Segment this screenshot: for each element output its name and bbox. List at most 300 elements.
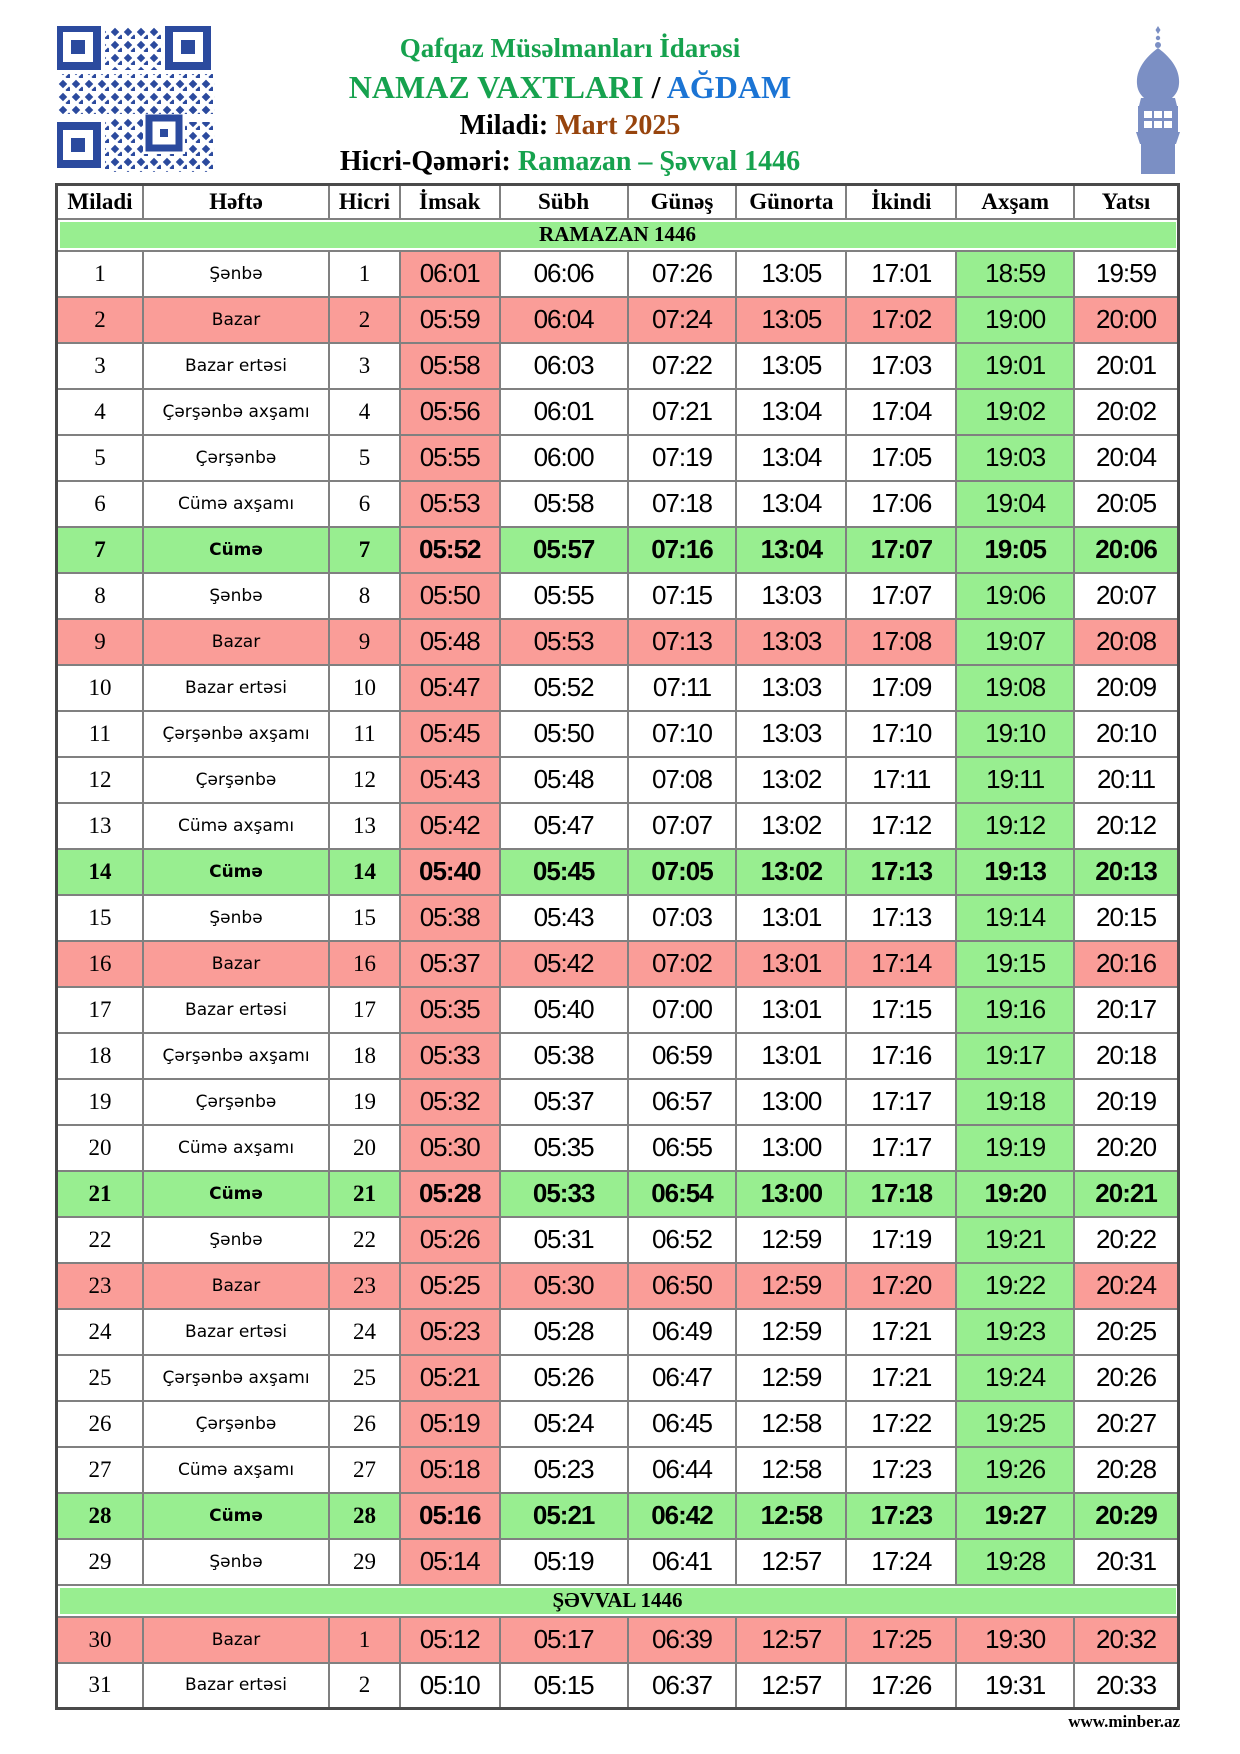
table-cell: 06:52 <box>628 1217 737 1263</box>
table-cell: 15 <box>329 895 400 941</box>
table-cell: 17:12 <box>846 803 956 849</box>
table-cell: 23 <box>329 1263 400 1309</box>
column-header: Miladi <box>57 185 143 219</box>
table-cell: 05:28 <box>400 1171 500 1217</box>
table-row <box>57 1033 1179 1079</box>
table-cell: 06:45 <box>628 1401 737 1447</box>
table-cell: 19:14 <box>956 895 1074 941</box>
table-cell: 05:37 <box>500 1079 628 1125</box>
table-cell: 13:03 <box>736 573 846 619</box>
table-cell: 20:08 <box>1074 619 1178 665</box>
table-cell: 17:13 <box>846 895 956 941</box>
table-cell: 12:57 <box>736 1663 846 1709</box>
table-cell: 30 <box>57 1617 143 1663</box>
table-cell: 13:04 <box>736 389 846 435</box>
table-cell: 19:28 <box>956 1539 1074 1585</box>
table-cell: 05:15 <box>500 1663 628 1709</box>
table-cell: 06:01 <box>500 389 628 435</box>
table-cell: 20:21 <box>1074 1171 1178 1217</box>
column-header-row <box>57 185 1179 219</box>
table-cell: 1 <box>57 251 143 297</box>
table-cell: 06:59 <box>628 1033 737 1079</box>
table-cell: 20:32 <box>1074 1617 1178 1663</box>
table-cell: 05:48 <box>400 619 500 665</box>
table-cell: 05:18 <box>400 1447 500 1493</box>
table-cell: Çərşənbə <box>143 1079 329 1125</box>
table-cell: 17:19 <box>846 1217 956 1263</box>
table-cell: 06:37 <box>628 1663 737 1709</box>
table-cell: Bazar <box>143 1617 329 1663</box>
table-cell: 05:55 <box>500 573 628 619</box>
table-cell: 05:12 <box>400 1617 500 1663</box>
table-cell: 20:15 <box>1074 895 1178 941</box>
table-cell: 20:12 <box>1074 803 1178 849</box>
table-cell: 13:04 <box>736 435 846 481</box>
table-cell: Bazar <box>143 619 329 665</box>
table-cell: 13:02 <box>736 803 846 849</box>
title-namaz-vaxtlari: NAMAZ VAXTLARI <box>348 69 644 105</box>
table-cell: Şənbə <box>143 251 329 297</box>
table-cell: 06:55 <box>628 1125 737 1171</box>
table-cell: 05:50 <box>500 711 628 757</box>
table-cell: 17 <box>329 987 400 1033</box>
table-cell: 07:10 <box>628 711 737 757</box>
table-cell: Cümə <box>143 1493 329 1539</box>
table-cell: 5 <box>329 435 400 481</box>
table-cell: 12:59 <box>736 1263 846 1309</box>
table-cell: 05:55 <box>400 435 500 481</box>
table-cell: 06:03 <box>500 343 628 389</box>
table-cell: 20 <box>329 1125 400 1171</box>
table-cell: 13:01 <box>736 941 846 987</box>
table-cell: 15 <box>57 895 143 941</box>
table-cell: Bazar ertəsi <box>143 987 329 1033</box>
table-cell: 07:19 <box>628 435 737 481</box>
table-cell: 28 <box>329 1493 400 1539</box>
table-row <box>57 389 1179 435</box>
table-cell: 12:59 <box>736 1355 846 1401</box>
table-cell: 05:38 <box>500 1033 628 1079</box>
table-cell: 19:13 <box>956 849 1074 895</box>
table-cell: 17:10 <box>846 711 956 757</box>
table-cell: 19:22 <box>956 1263 1074 1309</box>
table-row <box>57 527 1179 573</box>
table-cell: 17:25 <box>846 1617 956 1663</box>
table-cell: 05:33 <box>500 1171 628 1217</box>
table-cell: 05:28 <box>500 1309 628 1355</box>
table-cell: 13:00 <box>736 1171 846 1217</box>
table-cell: 18 <box>329 1033 400 1079</box>
table-cell: 17:17 <box>846 1079 956 1125</box>
table-cell: 05:38 <box>400 895 500 941</box>
table-cell: 21 <box>57 1171 143 1217</box>
table-cell: 05:32 <box>400 1079 500 1125</box>
table-cell: 19:21 <box>956 1217 1074 1263</box>
table-cell: 20:17 <box>1074 987 1178 1033</box>
table-cell: 06:01 <box>400 251 500 297</box>
table-cell: 05:48 <box>500 757 628 803</box>
table-cell: 17:17 <box>846 1125 956 1171</box>
table-cell: 05:33 <box>400 1033 500 1079</box>
column-header: Günəş <box>628 185 737 219</box>
table-cell: Çərşənbə axşamı <box>143 389 329 435</box>
table-cell: 07:21 <box>628 389 737 435</box>
table-cell: 05:43 <box>400 757 500 803</box>
table-cell: 07:08 <box>628 757 737 803</box>
table-cell: 14 <box>57 849 143 895</box>
table-row <box>57 803 1179 849</box>
table-cell: 05:59 <box>400 297 500 343</box>
table-cell: 1 <box>329 251 400 297</box>
table-cell: 05:21 <box>500 1493 628 1539</box>
table-cell: 18 <box>57 1033 143 1079</box>
table-cell: 4 <box>329 389 400 435</box>
table-row <box>57 757 1179 803</box>
table-cell: 9 <box>57 619 143 665</box>
table-cell: 19:19 <box>956 1125 1074 1171</box>
table-cell: 07:02 <box>628 941 737 987</box>
table-cell: 17:24 <box>846 1539 956 1585</box>
table-cell: 20:28 <box>1074 1447 1178 1493</box>
table-cell: 19:16 <box>956 987 1074 1033</box>
table-cell: 17:14 <box>846 941 956 987</box>
table-cell: 20:09 <box>1074 665 1178 711</box>
table-cell: 19:23 <box>956 1309 1074 1355</box>
table-cell: 20:00 <box>1074 297 1178 343</box>
table-row <box>57 711 1179 757</box>
table-cell: 19:02 <box>956 389 1074 435</box>
table-cell: Çərşənbə <box>143 1401 329 1447</box>
table-cell: 12:57 <box>736 1539 846 1585</box>
table-cell: 19:30 <box>956 1617 1074 1663</box>
prayer-times-table <box>55 183 1180 1710</box>
table-cell: 10 <box>329 665 400 711</box>
title-separator: / <box>651 69 661 105</box>
table-cell: 20:19 <box>1074 1079 1178 1125</box>
table-row <box>57 665 1179 711</box>
table-cell: 17:13 <box>846 849 956 895</box>
table-cell: 13:05 <box>736 251 846 297</box>
table-cell: 5 <box>57 435 143 481</box>
table-cell: 05:50 <box>400 573 500 619</box>
table-cell: Çərşənbə <box>143 435 329 481</box>
table-cell: 17:21 <box>846 1309 956 1355</box>
table-row <box>57 1079 1179 1125</box>
table-cell: 13:00 <box>736 1079 846 1125</box>
column-header: Axşam <box>956 185 1074 219</box>
table-cell: 05:30 <box>500 1263 628 1309</box>
table-cell: 06:44 <box>628 1447 737 1493</box>
table-cell: 07:11 <box>628 665 737 711</box>
table-cell: 12:59 <box>736 1217 846 1263</box>
table-cell: 2 <box>57 297 143 343</box>
table-cell: Bazar <box>143 941 329 987</box>
table-cell: Bazar ertəsi <box>143 1663 329 1709</box>
table-cell: 05:17 <box>500 1617 628 1663</box>
table-cell: 07:16 <box>628 527 737 573</box>
table-cell: 17:07 <box>846 527 956 573</box>
table-row <box>57 1309 1179 1355</box>
table-cell: 11 <box>329 711 400 757</box>
table-cell: 13:03 <box>736 619 846 665</box>
table-cell: 17:06 <box>846 481 956 527</box>
table-cell: 13:01 <box>736 895 846 941</box>
miladi-value: Mart 2025 <box>555 110 681 141</box>
table-cell: 22 <box>57 1217 143 1263</box>
table-cell: 20:05 <box>1074 481 1178 527</box>
table-cell: 05:42 <box>500 941 628 987</box>
table-cell: 20:16 <box>1074 941 1178 987</box>
page-header <box>120 30 1020 180</box>
table-cell: 13:04 <box>736 481 846 527</box>
column-header: İmsak <box>400 185 500 219</box>
table-row <box>57 1447 1179 1493</box>
table-cell: 19:08 <box>956 665 1074 711</box>
table-cell: 19:31 <box>956 1663 1074 1709</box>
table-cell: 06:49 <box>628 1309 737 1355</box>
table-row <box>57 849 1179 895</box>
table-cell: 19:20 <box>956 1171 1074 1217</box>
table-cell: 1 <box>329 1617 400 1663</box>
table-cell: 27 <box>329 1447 400 1493</box>
table-cell: 07:00 <box>628 987 737 1033</box>
table-row <box>57 1217 1179 1263</box>
table-cell: 4 <box>57 389 143 435</box>
table-cell: 12:58 <box>736 1493 846 1539</box>
table-cell: 8 <box>57 573 143 619</box>
table-cell: 06:50 <box>628 1263 737 1309</box>
table-cell: Çərşənbə axşamı <box>143 1355 329 1401</box>
table-cell: 17:07 <box>846 573 956 619</box>
table-cell: 05:16 <box>400 1493 500 1539</box>
table-cell: 19:10 <box>956 711 1074 757</box>
table-cell: 05:19 <box>500 1539 628 1585</box>
table-cell: 17:15 <box>846 987 956 1033</box>
table-cell: Bazar ertəsi <box>143 665 329 711</box>
table-cell: 19:15 <box>956 941 1074 987</box>
section-header-row <box>57 1585 1179 1617</box>
table-cell: Cümə axşamı <box>143 1125 329 1171</box>
table-cell: 19:59 <box>1074 251 1178 297</box>
table-cell: 05:52 <box>400 527 500 573</box>
table-cell: 29 <box>57 1539 143 1585</box>
table-cell: 29 <box>329 1539 400 1585</box>
table-cell: 07:22 <box>628 343 737 389</box>
table-cell: 24 <box>329 1309 400 1355</box>
table-cell: 17:16 <box>846 1033 956 1079</box>
hicri-value: Ramazan – Şəvval 1446 <box>517 146 801 177</box>
column-header: Günorta <box>736 185 846 219</box>
table-cell: 17:18 <box>846 1171 956 1217</box>
table-cell: 07:18 <box>628 481 737 527</box>
table-cell: 17:03 <box>846 343 956 389</box>
table-cell: 7 <box>57 527 143 573</box>
table-cell: Şənbə <box>143 1217 329 1263</box>
table-cell: 07:15 <box>628 573 737 619</box>
table-cell: 17:23 <box>846 1493 956 1539</box>
table-cell: 05:58 <box>500 481 628 527</box>
table-cell: 13:05 <box>736 297 846 343</box>
table-cell: 19:06 <box>956 573 1074 619</box>
table-cell: 20:10 <box>1074 711 1178 757</box>
table-cell: 20:13 <box>1074 849 1178 895</box>
table-cell: 12 <box>57 757 143 803</box>
table-cell: 06:04 <box>500 297 628 343</box>
table-row <box>57 895 1179 941</box>
table-row <box>57 343 1179 389</box>
table-row <box>57 1171 1179 1217</box>
table-cell: 05:10 <box>400 1663 500 1709</box>
table-cell: 26 <box>329 1401 400 1447</box>
table-cell: 20 <box>57 1125 143 1171</box>
table-cell: Cümə axşamı <box>143 803 329 849</box>
table-cell: 16 <box>329 941 400 987</box>
table-cell: Bazar ertəsi <box>143 1309 329 1355</box>
section-title: ŞƏVVAL 1446 <box>57 1585 1179 1617</box>
table-cell: 31 <box>57 1663 143 1709</box>
table-cell: 05:25 <box>400 1263 500 1309</box>
table-cell: 05:53 <box>500 619 628 665</box>
website-footer: www.minber.az <box>1068 1712 1180 1731</box>
table-cell: 20:27 <box>1074 1401 1178 1447</box>
miladi-label: Miladi: <box>459 110 549 141</box>
table-cell: Bazar <box>143 1263 329 1309</box>
table-cell: 19:25 <box>956 1401 1074 1447</box>
table-cell: Cümə axşamı <box>143 1447 329 1493</box>
table-cell: 19:24 <box>956 1355 1074 1401</box>
table-cell: 05:21 <box>400 1355 500 1401</box>
table-cell: 6 <box>57 481 143 527</box>
table-cell: 05:40 <box>500 987 628 1033</box>
table-cell: 20:06 <box>1074 527 1178 573</box>
table-cell: Bazar ertəsi <box>143 343 329 389</box>
table-cell: 17:11 <box>846 757 956 803</box>
table-cell: Cümə <box>143 849 329 895</box>
table-cell: Bazar <box>143 297 329 343</box>
table-cell: Şənbə <box>143 895 329 941</box>
table-cell: 20:01 <box>1074 343 1178 389</box>
table-cell: Çərşənbə axşamı <box>143 711 329 757</box>
table-cell: Cümə axşamı <box>143 481 329 527</box>
table-cell: Cümə <box>143 527 329 573</box>
table-row <box>57 297 1179 343</box>
table-cell: 25 <box>57 1355 143 1401</box>
table-cell: Cümə <box>143 1171 329 1217</box>
table-row <box>57 1125 1179 1171</box>
table-cell: 05:52 <box>500 665 628 711</box>
table-cell: 05:47 <box>500 803 628 849</box>
table-cell: 19:00 <box>956 297 1074 343</box>
title-city: AĞDAM <box>666 69 792 105</box>
column-header: Yatsı <box>1074 185 1178 219</box>
table-cell: 3 <box>329 343 400 389</box>
section-header-row <box>57 219 1179 251</box>
table-cell: 17:04 <box>846 389 956 435</box>
table-row <box>57 251 1179 297</box>
table-cell: 20:29 <box>1074 1493 1178 1539</box>
table-cell: 17:20 <box>846 1263 956 1309</box>
table-cell: 21 <box>329 1171 400 1217</box>
table-cell: 05:26 <box>400 1217 500 1263</box>
table-cell: 17:23 <box>846 1447 956 1493</box>
table-cell: 19 <box>329 1079 400 1125</box>
table-cell: Çərşənbə axşamı <box>143 1033 329 1079</box>
table-cell: 17 <box>57 987 143 1033</box>
table-cell: 13:03 <box>736 711 846 757</box>
table-cell: 13:01 <box>736 987 846 1033</box>
table-cell: 18:59 <box>956 251 1074 297</box>
table-cell: Çərşənbə <box>143 757 329 803</box>
table-cell: 05:23 <box>400 1309 500 1355</box>
table-cell: 05:45 <box>500 849 628 895</box>
table-cell: 19:27 <box>956 1493 1074 1539</box>
table-cell: 17:26 <box>846 1663 956 1709</box>
table-cell: 17:22 <box>846 1401 956 1447</box>
table-cell: 05:45 <box>400 711 500 757</box>
table-cell: 05:35 <box>400 987 500 1033</box>
table-cell: 05:14 <box>400 1539 500 1585</box>
table-cell: 19:18 <box>956 1079 1074 1125</box>
table-row <box>57 941 1179 987</box>
table-cell: 13:04 <box>736 527 846 573</box>
table-cell: 25 <box>329 1355 400 1401</box>
table-cell: 05:37 <box>400 941 500 987</box>
table-cell: 19:17 <box>956 1033 1074 1079</box>
table-cell: 05:19 <box>400 1401 500 1447</box>
table-cell: 13:03 <box>736 665 846 711</box>
table-cell: 17:08 <box>846 619 956 665</box>
table-cell: 05:57 <box>500 527 628 573</box>
table-cell: 07:13 <box>628 619 737 665</box>
table-cell: 24 <box>57 1309 143 1355</box>
table-row <box>57 1493 1179 1539</box>
table-cell: Şənbə <box>143 573 329 619</box>
table-cell: 19:11 <box>956 757 1074 803</box>
table-cell: 20:25 <box>1074 1309 1178 1355</box>
table-cell: 13:02 <box>736 757 846 803</box>
table-cell: 13:01 <box>736 1033 846 1079</box>
table-cell: 05:30 <box>400 1125 500 1171</box>
table-cell: 12 <box>329 757 400 803</box>
table-cell: 7 <box>329 527 400 573</box>
table-cell: 26 <box>57 1401 143 1447</box>
table-cell: 12:59 <box>736 1309 846 1355</box>
table-cell: 17:09 <box>846 665 956 711</box>
table-cell: 19:05 <box>956 527 1074 573</box>
table-cell: 28 <box>57 1493 143 1539</box>
table-cell: 19:26 <box>956 1447 1074 1493</box>
section-title: RAMAZAN 1446 <box>57 219 1179 251</box>
table-cell: 07:05 <box>628 849 737 895</box>
table-cell: 06:41 <box>628 1539 737 1585</box>
hijri-date-line <box>120 144 1020 180</box>
table-cell: 06:42 <box>628 1493 737 1539</box>
table-cell: 20:02 <box>1074 389 1178 435</box>
table-cell: 13:00 <box>736 1125 846 1171</box>
table-cell: 06:39 <box>628 1617 737 1663</box>
page-title <box>120 66 1020 108</box>
table-cell: 9 <box>329 619 400 665</box>
table-cell: 10 <box>57 665 143 711</box>
table-cell: 17:05 <box>846 435 956 481</box>
table-cell: 13 <box>57 803 143 849</box>
table-cell: 3 <box>57 343 143 389</box>
table-cell: 8 <box>329 573 400 619</box>
table-cell: 16 <box>57 941 143 987</box>
table-cell: 05:43 <box>500 895 628 941</box>
table-cell: 2 <box>329 1663 400 1709</box>
table-row <box>57 1355 1179 1401</box>
